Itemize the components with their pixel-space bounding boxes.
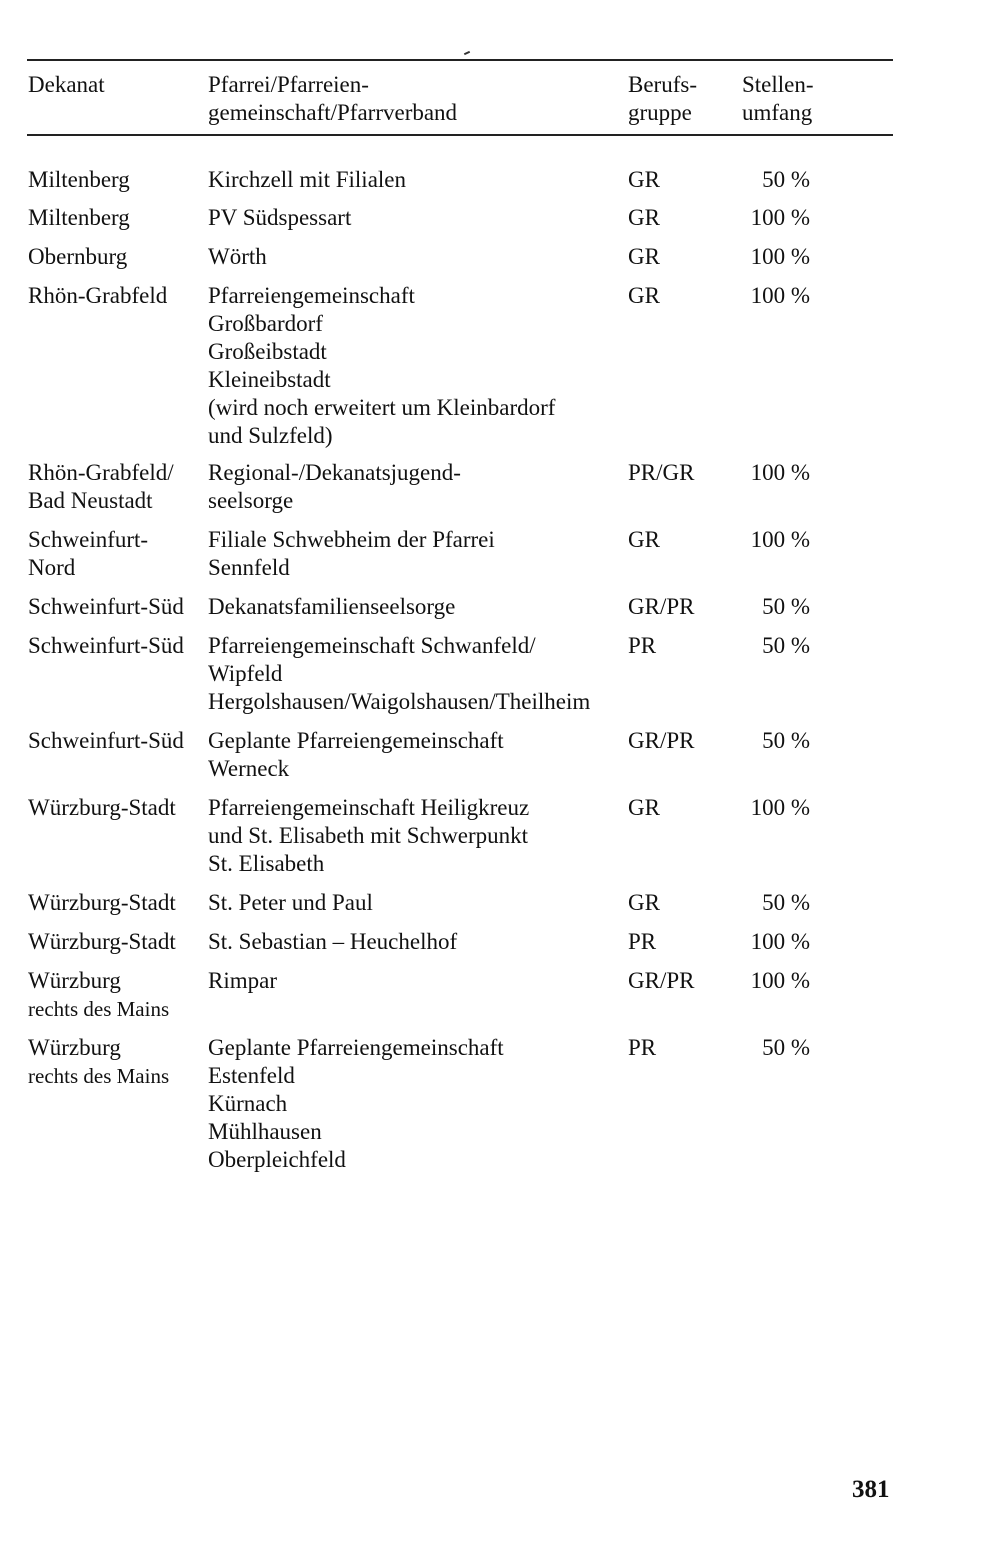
cell-pfarrei: Wörth [208,244,267,269]
header-berufsgruppe: Berufs- gruppe [628,72,697,125]
cell-berufsgruppe: GR [628,167,660,192]
cell-stellenumfang: 50 % [762,890,810,915]
cell-pfarrei: Geplante Pfarreiengemeinschaft Estenfeld Kürnach Mühlhausen Oberpleichfeld [208,1035,504,1172]
cell-dekanat: Obernburg [28,244,128,269]
cell-dekanat: Miltenberg [28,205,130,230]
cell-dekanat: Rhön-Grabfeld [28,283,168,308]
table-header-rule [27,134,893,136]
cell-dekanat: Schweinfurt-Süd [28,594,184,619]
page-number: 381 [852,1476,890,1503]
cell-dekanat: Würzburg-Stadt [28,929,176,954]
cell-dekanat: Schweinfurt-Süd [28,728,184,753]
cell-stellenumfang: 100 % [750,929,810,954]
cell-pfarrei: Geplante Pfarreiengemeinschaft Werneck [208,728,504,781]
cell-berufsgruppe: GR [628,527,660,552]
cell-stellenumfang: 50 % [762,167,810,192]
cell-stellenumfang: 50 % [762,594,810,619]
cell-dekanat: Schweinfurt-Süd [28,633,184,658]
cell-berufsgruppe: GR [628,244,660,269]
cell-dekanat: Miltenberg [28,167,130,192]
cell-pfarrei: Pfarreiengemeinschaft Großbardorf Großeibstadt Kleineibstadt (wird noch erweitert um Kleinbardorf und Sulzfeld) [208,283,556,448]
cell-stellenumfang: 100 % [750,460,810,485]
cell-pfarrei: Regional-/Dekanatsjugend- seelsorge [208,460,461,513]
cell-berufsgruppe: PR/GR [628,460,695,485]
cell-dekanat: Rhön-Grabfeld/ Bad Neustadt [28,460,174,513]
cell-pfarrei: St. Peter und Paul [208,890,373,915]
cell-berufsgruppe: GR [628,890,660,915]
cell-berufsgruppe: GR/PR [628,968,695,993]
cell-dekanat: Würzburg rechts des Mains [28,968,170,1021]
header-pfarrei: Pfarrei/Pfarreien- gemeinschaft/Pfarrverband [208,72,458,125]
cell-stellenumfang: 100 % [750,283,810,308]
cell-pfarrei: Filiale Schwebheim der Pfarrei Sennfeld [208,527,495,580]
cell-dekanat: Würzburg-Stadt [28,795,176,820]
cell-stellenumfang: 50 % [762,633,810,658]
cell-pfarrei: Rimpar [208,968,277,993]
print-mark [464,51,470,55]
cell-berufsgruppe: PR [628,1035,657,1060]
cell-stellenumfang: 100 % [750,968,810,993]
cell-stellenumfang: 100 % [750,527,810,552]
cell-stellenumfang: 100 % [750,244,810,269]
cell-berufsgruppe: GR [628,795,660,820]
cell-berufsgruppe: GR/PR [628,728,695,753]
cell-dekanat: Würzburg-Stadt [28,890,176,915]
cell-pfarrei: PV Südspessart [208,205,352,230]
cell-stellenumfang: 50 % [762,1035,810,1060]
cell-stellenumfang: 100 % [750,795,810,820]
cell-pfarrei: Pfarreiengemeinschaft Schwanfeld/ Wipfeld Hergolshausen/Waigolshausen/Theilheim [208,633,591,714]
cell-dekanat: Schweinfurt- Nord [28,527,149,580]
cell-berufsgruppe: GR/PR [628,594,695,619]
cell-stellenumfang: 100 % [750,205,810,230]
cell-stellenumfang: 50 % [762,728,810,753]
cell-berufsgruppe: PR [628,633,657,658]
cell-pfarrei: Kirchzell mit Filialen [208,167,407,192]
cell-berufsgruppe: GR [628,205,660,230]
header-stellenumfang: Stellen- umfang [742,72,814,125]
cell-dekanat: Würzburg rechts des Mains [28,1035,170,1088]
cell-pfarrei: Dekanatsfamilienseelsorge [208,594,456,619]
cell-berufsgruppe: GR [628,283,660,308]
header-dekanat: Dekanat [28,72,105,97]
cell-pfarrei: St. Sebastian – Heuchelhof [208,929,458,954]
cell-pfarrei: Pfarreiengemeinschaft Heiligkreuz und St. Elisabeth mit Schwerpunkt St. Elisabeth [208,795,530,876]
cell-berufsgruppe: PR [628,929,657,954]
table-top-rule [27,59,893,61]
